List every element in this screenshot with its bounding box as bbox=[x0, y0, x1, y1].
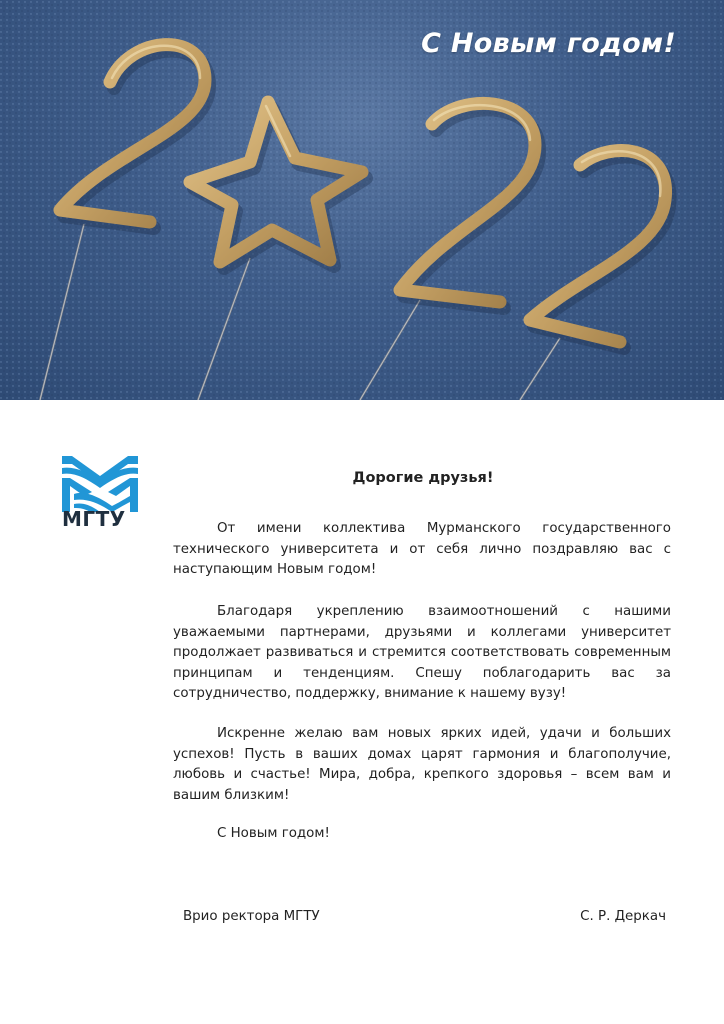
letter-closing: С Новым годом! bbox=[217, 826, 330, 841]
letter-paragraph: Искренне желаю вам новых ярких идей, удачи и больших успехов! Пусть в ваших домах царят гармония и благополучие, любовь и счастье! Мира, добра, крепкого здоровья – всем вам и вашим близким! bbox=[173, 726, 671, 803]
logo-text: МГТУ bbox=[62, 507, 126, 531]
hero-greeting-title: С Новым годом! bbox=[421, 28, 676, 59]
sparklers-2022-illustration bbox=[0, 0, 724, 400]
signature-title: Врио ректора МГТУ bbox=[183, 909, 320, 924]
signature-name: С. Р. Деркач bbox=[580, 909, 666, 924]
letter-paragraph: От имени коллектива Мурманского государственного технического университета и от себя лично поздравляю вас с наступающим Новым годом! bbox=[173, 521, 671, 577]
letter-salutation: Дорогие друзья! bbox=[352, 470, 494, 486]
hero-image bbox=[0, 0, 724, 400]
letter-paragraph: Благодаря укреплению взаимоотношений с нашими уважаемыми партнерами, друзьями и коллегами университет продолжает развиваться и стремится соответствовать современным принципам и тенденциям. Спешу поблагодарить вас за сотрудничество, поддержку, внимание к нашему вузу! bbox=[173, 604, 671, 701]
